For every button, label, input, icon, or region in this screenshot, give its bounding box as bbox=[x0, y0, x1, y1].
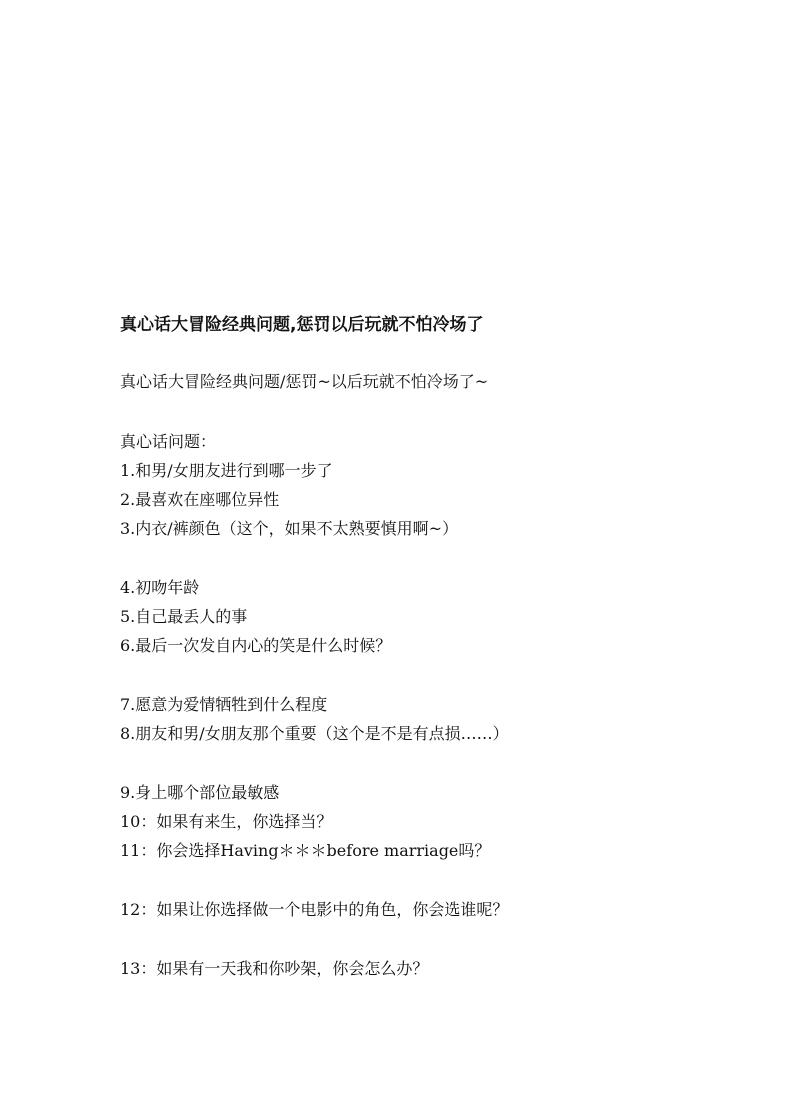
question-item: 12：如果让你选择做一个电影中的角色，你会选谁呢？ bbox=[120, 900, 509, 919]
question-item: 9.身上哪个部位最敏感 bbox=[120, 783, 280, 802]
question-item: 7.愿意为爱情牺牲到什么程度 bbox=[120, 695, 328, 714]
question-item: 1.和男/女朋友进行到哪一步了 bbox=[120, 461, 333, 480]
question-item: 8.朋友和男/女朋友那个重要（这个是不是有点损……） bbox=[120, 724, 509, 743]
question-item: 10：如果有来生，你选择当？ bbox=[120, 812, 333, 831]
question-item: 6.最后一次发自内心的笑是什么时候？ bbox=[120, 636, 392, 655]
question-item: 2.最喜欢在座哪位异性 bbox=[120, 490, 280, 509]
question-item: 11：你会选择Having＊＊＊before marriage吗？ bbox=[120, 841, 491, 860]
question-item: 13：如果有一天我和你吵架，你会怎么办？ bbox=[120, 959, 429, 978]
section-heading: 真心话问题： bbox=[120, 432, 217, 451]
document-title: 真心话大冒险经典问题,惩罚以后玩就不怕冷场了 bbox=[120, 315, 484, 335]
question-item: 3.内衣/裤颜色（这个，如果不太熟要慎用啊~） bbox=[120, 519, 459, 538]
question-item: 5.自己最丢人的事 bbox=[120, 607, 248, 626]
question-item: 4.初吻年龄 bbox=[120, 578, 200, 597]
document-subtitle: 真心话大冒险经典问题/惩罚~以后玩就不怕冷场了~ bbox=[120, 372, 489, 391]
